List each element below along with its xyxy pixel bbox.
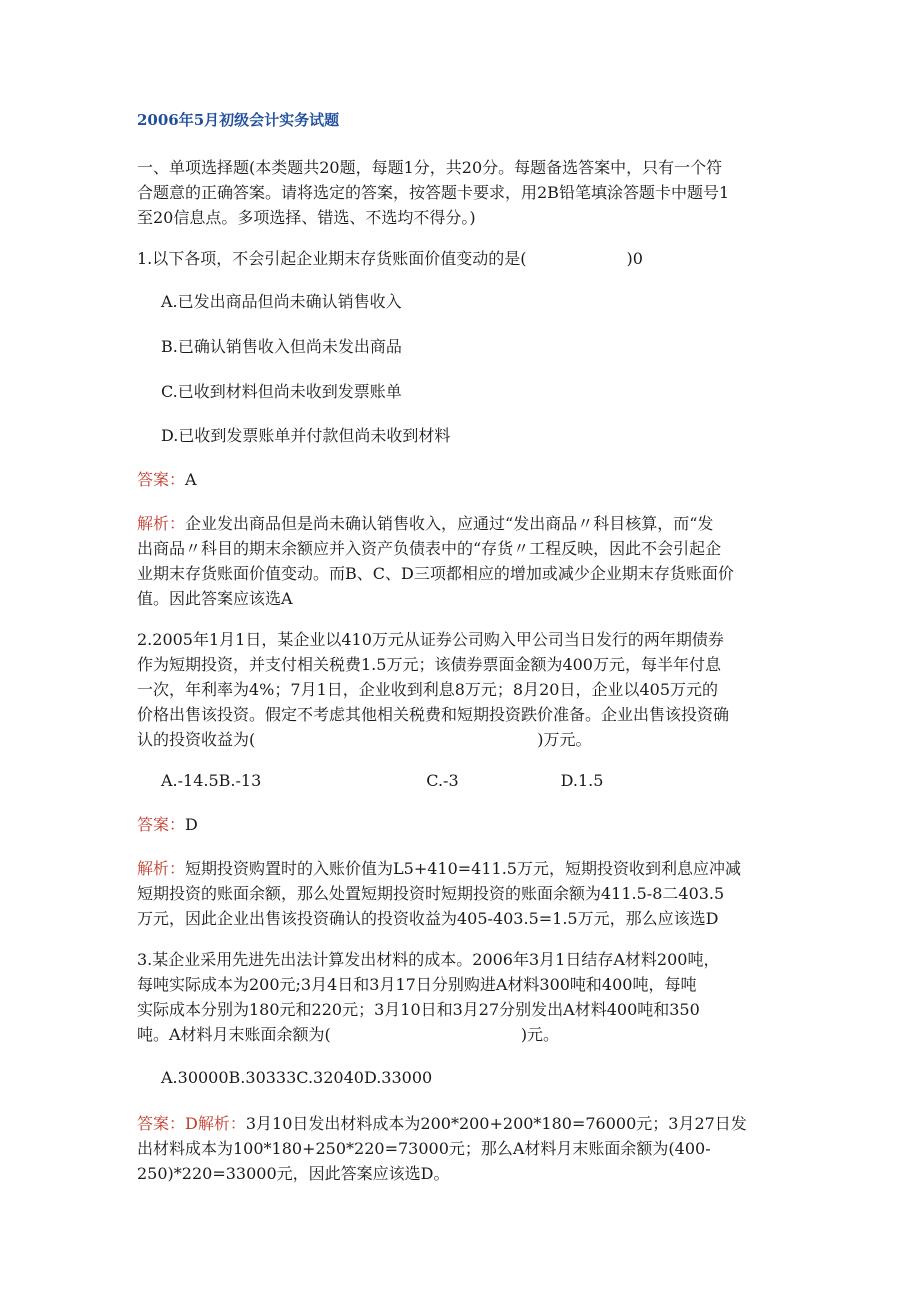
q2-stem-end: )万元。	[537, 730, 592, 749]
q2-stem-line-4: 价格出售该投资。假定不考虑其他相关税费和短期投资跌价准备。企业出售该投资确	[137, 705, 730, 724]
q2-analysis-text-1: 短期投资购置时的入账价值为L5+410=411.5万元，短期投资收到利息应冲减	[185, 859, 741, 878]
q3-stem-line-4	[137, 1023, 559, 1047]
q2-stem-line-5	[137, 728, 592, 752]
q1-answer	[137, 468, 197, 492]
q3-answer-label: 答案：	[137, 1114, 186, 1133]
q1-analysis-text-1: 企业发出商品但是尚未确认销售收入，应通过“发出商品〃科目核算，而“发	[185, 514, 714, 533]
q1-stem-text: 1.以下各项，不会引起企业期末存货账面价值变动的是(	[137, 249, 527, 268]
q2-analysis-label: 解析：	[137, 859, 186, 878]
q2-analysis-line-3: 万元，因此企业出售该投资确认的投资收益为405-403.5=1.5万元，那么应该选D	[137, 909, 719, 928]
q2-stem-line-1: 2.2005年1月1日，某企业以410万元从证券公司购入甲公司当日发行的两年期债券	[137, 630, 724, 649]
q1-stem	[137, 247, 643, 271]
q2-answer	[137, 813, 198, 837]
q3-stem-line-2: 每吨实际成本为200元;3月4日和3月17日分别购进A材料300吨和400吨，每吨	[137, 975, 697, 994]
q1-analysis-label: 解析：	[137, 514, 186, 533]
q1-analysis-line-4: 值。因此答案应该选A	[137, 589, 293, 608]
q2-analysis-line-2: 短期投资的账面余额，那么处置短期投资时短期投资的账面余额为411.5-8二403.5	[137, 884, 725, 903]
q2-answer-label: 答案：	[137, 815, 186, 834]
q1-analysis-line-3: 业期末存货账面价值变动。而B、C、D三项都相应的增加或减少企业期末存货账面价	[137, 564, 734, 583]
q2-stem-line-2: 作为短期投资，并支付相关税费1.5万元；该债券票面金额为400万元，每半年付息	[137, 655, 721, 674]
q2-option-ab: A.-14.5B.-13	[161, 771, 262, 790]
section-instructions-line-2: 合题意的正确答案。请将选定的答案，按答题卡要求，用2B铅笔填涂答题卡中题号1	[137, 183, 730, 202]
q3-stem-end: )元。	[520, 1025, 560, 1044]
q1-stem-end: )0	[626, 249, 643, 268]
q3-answer-line-1	[137, 1112, 747, 1136]
q2-analysis-line-1	[137, 857, 741, 881]
q3-stem-text: 吨。A材料月末账面余额为(	[137, 1025, 331, 1044]
q1-analysis-line-1	[137, 512, 713, 536]
section-instructions-line-3: 至20信息点。多项选择、错选、不选均不得分。)	[137, 208, 476, 227]
q2-option-d: D.1.5	[560, 771, 604, 790]
q3-options: A.30000B.30333C.32040D.33000	[161, 1068, 433, 1087]
q3-stem-line-3: 实际成本分别为180元和220元；3月10日和3月27分别发出A材料400吨和350	[137, 1000, 700, 1019]
q1-answer-label: 答案：	[137, 470, 186, 489]
q2-stem-line-3: 一次，年利率为4%；7月1日，企业收到利息8万元；8月20日，企业以405万元的	[137, 680, 719, 699]
q2-stem-text: 认的投资收益为(	[137, 730, 256, 749]
q3-stem-line-1: 3.某企业采用先进先出法计算发出材料的成本。2006年3月1日结存A材料200吨，	[137, 950, 720, 969]
document-title: 2006年5月初级会计实务试题	[137, 111, 340, 129]
q1-option-d: D.已收到发票账单并付款但尚未收到材料	[161, 426, 451, 445]
q3-answer-line-3: 250)*220=33000元，因此答案应该选D。	[137, 1164, 450, 1183]
q2-answer-value: D	[185, 815, 198, 834]
q1-option-b: B.已确认销售收入但尚未发出商品	[161, 337, 402, 356]
q1-option-a: A.已发出商品但尚未确认销售收入	[161, 292, 402, 311]
q3-answer-analysis-label: D解析：	[185, 1114, 246, 1133]
q2-options	[161, 769, 603, 793]
q1-analysis-line-2: 出商品〃科目的期末余额应并入资产负债表中的“存货〃工程反映，因此不会引起企	[137, 539, 722, 558]
q3-answer-text-1: 3月10日发出材料成本为200*200+200*180=76000元；3月27日发	[245, 1114, 747, 1133]
q2-option-c: C.-3	[426, 771, 459, 790]
q1-option-c: C.已收到材料但尚未收到发票账单	[161, 382, 402, 401]
q3-answer-line-2: 出材料成本为100*180+250*220=73000元；那么A材料月末账面余额为(400-	[137, 1139, 711, 1158]
q1-answer-value: A	[185, 470, 197, 489]
section-instructions-line-1: 一、单项选择题(本类题共20题，每题1分，共20分。每题备选答案中，只有一个符	[137, 158, 723, 177]
